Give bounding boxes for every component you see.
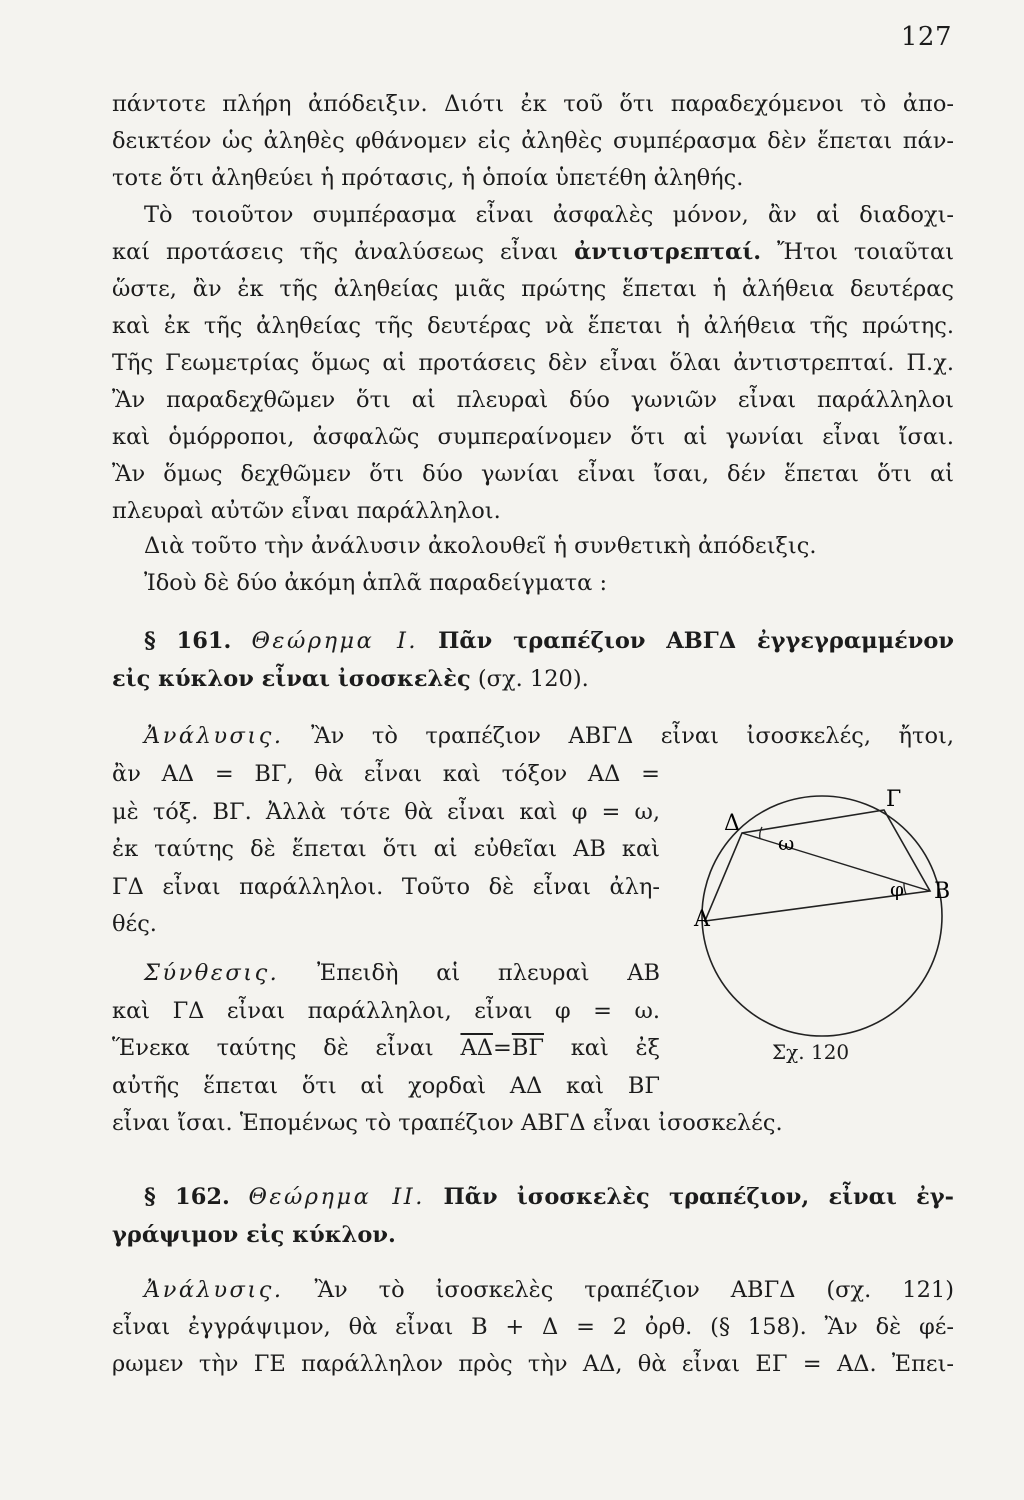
- text-line: [112, 622, 954, 660]
- equals-sign: =: [492, 1035, 512, 1061]
- paragraph-synthesis-intro: [112, 528, 954, 602]
- analysis-161-first-line: [112, 718, 954, 755]
- synthesis-161-last-line: [112, 1105, 954, 1142]
- theorem-statement: Πᾶν ἰσοσκελὲς τραπέζιον, εἶναι ἐγ-: [443, 1184, 954, 1210]
- text-line: ΓΔ εἶναι παράλληλοι. Τοῦτο δὲ εἶναι ἀλη-: [112, 873, 660, 900]
- figure-120: [672, 766, 968, 1066]
- theorem-statement: γράψιμον εἰς κύκλον.: [112, 1222, 396, 1248]
- text-line: καὶ ΓΔ εἶναι παράλληλοι, εἶναι φ = ω.: [112, 997, 660, 1024]
- text-line: πλευραὶ αὐτῶν εἶναι παράλληλοι.: [112, 498, 501, 524]
- paragraph-antistreptai: [112, 197, 954, 530]
- text-fragment: καὶ ἐξ: [570, 1035, 661, 1061]
- text-line: Τὸ τοιοῦτον συμπέρασμα εἶναι ἀσφαλὲς μόνον, ἂν αἱ διαδοχι-: [144, 202, 954, 228]
- analysis-label: Ἀνάλυσις.: [144, 723, 284, 749]
- angle-phi-arc: [904, 883, 906, 894]
- theorem-label: Θεώρημα Ι.: [251, 628, 419, 654]
- trapezoid-in-circle-diagram: [672, 766, 968, 1066]
- text-fragment: Ἂν τὸ ἰσοσκελὲς τραπέζιον ΑΒΓΔ (σχ. 121): [314, 1277, 955, 1303]
- text-line: θές.: [112, 911, 157, 937]
- arc-ad: $\overline{A\Delta}$: [460, 1035, 493, 1061]
- analysis-161-column: [112, 756, 660, 944]
- text-line: [112, 660, 954, 698]
- label-omega: ω: [778, 831, 795, 855]
- theorem-162-heading: [112, 1178, 954, 1254]
- text-line: πάντοτε πλήρη ἀπόδειξιν. Διότι ἐκ τοῦ ὅτι παραδεχόμενοι τὸ ἀπο-: [112, 91, 954, 117]
- text-fragment: Ἂν τὸ τραπέζιον ΑΒΓΔ εἶναι ἰσοσκελές, ἤτοι,: [311, 723, 954, 749]
- text-line: Διὰ τοῦτο τὴν ἀνάλυσιν ἀκολουθεῖ ἡ συνθετικὴ ἀπόδειξις.: [144, 533, 817, 559]
- analysis-162: [112, 1272, 954, 1383]
- analysis-label: Ἀνάλυσις.: [144, 1277, 284, 1303]
- text-fragment: καί προτάσεις τῆς ἀναλύσεως εἶναι: [112, 239, 559, 265]
- text-line: Ἰδοὺ δὲ δύο ἀκόμη ἁπλᾶ παραδείγματα :: [144, 570, 608, 596]
- text-line: εἶναι ἴσαι. Ἑπομένως τὸ τραπέζιον ΑΒΓΔ εἶναι ἰσοσκελές.: [112, 1110, 783, 1136]
- text-line: [112, 1178, 954, 1216]
- angle-omega-arc: [760, 827, 762, 839]
- text-line: δεικτέον ὡς ἀληθὲς φθάνομεν εἰς ἀληθὲς συμπέρασμα δὲν ἕπεται πάν-: [112, 128, 954, 154]
- text-line: τοτε ὅτι ἀληθεύει ἡ πρότασις, ἡ ὁποία ὑπετέθη ἀληθής.: [112, 165, 744, 191]
- text-line: [112, 1272, 954, 1309]
- theorem-label: Θεώρημα ΙΙ.: [248, 1184, 425, 1210]
- text-line: [112, 955, 660, 993]
- text-line: Τῆς Γεωμετρίας ὅμως αἱ προτάσεις δὲν εἶναι ὅλαι ἀντιστρεπταί. Π.χ.: [112, 350, 954, 376]
- text-line: εἶναι ἐγγράψιμον, θὰ εἶναι Β + Δ = 2 ὀρθ. (§ 158). Ἂν δὲ φέ-: [112, 1314, 954, 1340]
- section-number: § 162.: [144, 1184, 230, 1210]
- theorem-statement: Πᾶν τραπέζιον ΑΒΓΔ ἐγγεγραμμένον: [438, 628, 954, 654]
- figure-caption: Σχ. 120: [772, 1040, 850, 1064]
- text-line: [112, 718, 954, 755]
- text-fragment: Ἤτοι τοιαῦται: [777, 239, 955, 265]
- synthesis-161-column: [112, 955, 660, 1105]
- text-line: ρωμεν τὴν ΓΕ παράλληλον πρὸς τὴν ΑΔ, θὰ εἶναι ΕΓ = ΑΔ. Ἐπει-: [112, 1351, 954, 1377]
- text-fragment: Ἐπειδὴ αἱ πλευραὶ ΑΒ: [317, 960, 660, 986]
- synthesis-label: Σύνθεσις.: [144, 960, 280, 986]
- theorem-161-heading: [112, 622, 954, 698]
- text-line: ὥστε, ἂν ἐκ τῆς ἀληθείας μιᾶς πρώτης ἕπεται ἡ ἀλήθεια δευτέρας: [112, 276, 954, 302]
- theorem-statement: εἰς κύκλον εἶναι ἰσοσκελὲς: [112, 666, 471, 692]
- section-number: § 161.: [144, 628, 232, 654]
- arc-bg: $\overline{B\Gamma}$: [511, 1035, 544, 1061]
- label-A: Α: [694, 907, 710, 932]
- label-D: Δ: [724, 811, 740, 836]
- text-line: Ἂν ὅμως δεχθῶμεν ὅτι δύο γωνίαι εἶναι ἴσαι, δέν ἕπεται ὅτι αἱ: [112, 461, 954, 487]
- figure-reference: (σχ. 120).: [477, 666, 589, 692]
- text-line: καὶ ὁμόρροποι, ἀσφαλῶς συμπεραίνομεν ὅτι αἱ γωνίαι εἶναι ἴσαι.: [112, 424, 954, 450]
- text-fragment: Ἕνεκα ταύτης δὲ εἶναι: [112, 1035, 434, 1061]
- label-phi: φ: [890, 877, 905, 901]
- text-line: [112, 1030, 660, 1068]
- label-B: Β: [934, 879, 951, 904]
- text-line: ἂν ΑΔ = ΒΓ, θὰ εἶναι καὶ τόξον ΑΔ =: [112, 761, 660, 787]
- text-line: καὶ ἐκ τῆς ἀληθείας τῆς δευτέρας νὰ ἕπεται ἡ ἀλήθεια τῆς πρώτης.: [112, 313, 954, 339]
- intro-paragraph: [112, 86, 954, 197]
- text-line: Ἂν παραδεχθῶμεν ὅτι αἱ πλευραὶ δύο γωνιῶν εἶναι παράλληλοι: [112, 387, 954, 413]
- text-line: μὲ τόξ. ΒΓ. Ἀλλὰ τότε θὰ εἶναι καὶ φ = ω,: [112, 798, 660, 825]
- label-G: Γ: [886, 787, 902, 812]
- text-line: [112, 234, 954, 271]
- bold-term: ἀντιστρεπταί.: [574, 239, 762, 265]
- text-line: αὐτῆς ἕπεται ὅτι αἱ χορδαὶ ΑΔ καὶ ΒΓ: [112, 1072, 660, 1099]
- page-number: 127: [900, 22, 952, 52]
- text-line: ἐκ ταύτης δὲ ἕπεται ὅτι αἱ εὐθεῖαι ΑΒ καὶ: [112, 836, 660, 862]
